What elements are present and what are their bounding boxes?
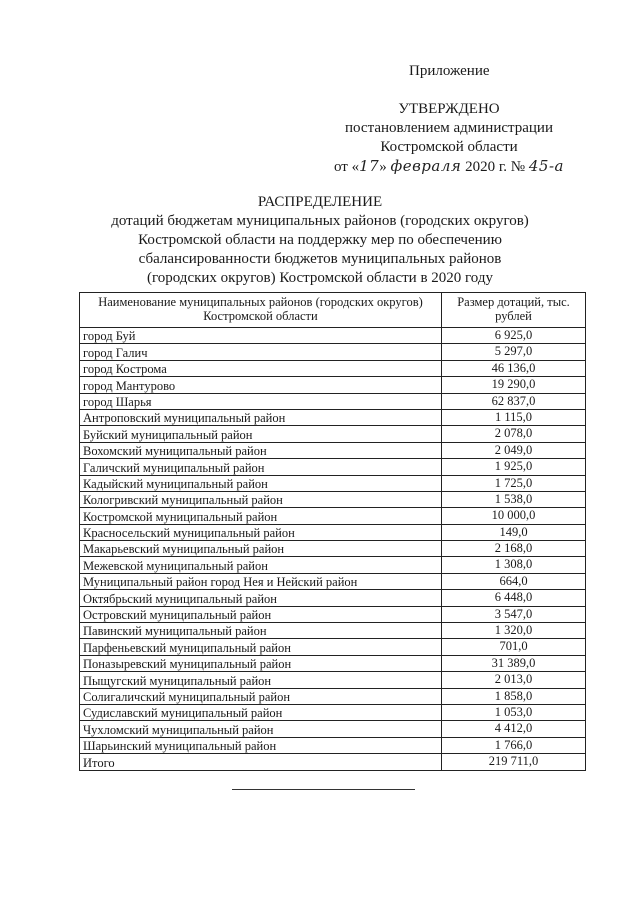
row-name: город Буй — [80, 328, 442, 344]
date-prefix: от « — [334, 159, 360, 175]
row-name: Судиславский муниципальный район — [80, 704, 442, 720]
row-value: 149,0 — [442, 524, 586, 540]
document-title: РАСПРЕДЕЛЕНИЕ — [257, 194, 383, 210]
table-row — [80, 655, 586, 671]
row-value: 1 308,0 — [442, 557, 586, 573]
footer-divider — [232, 789, 415, 790]
table-row — [80, 491, 586, 507]
row-value: 6 925,0 — [442, 328, 586, 344]
handwritten-number: 45-а — [528, 157, 564, 175]
table-row — [80, 360, 586, 376]
row-name: Павинский муниципальный район — [80, 623, 442, 639]
table-row — [80, 639, 586, 655]
total-label: Итого — [80, 754, 442, 770]
table-row — [80, 442, 586, 458]
table-row — [80, 623, 586, 639]
row-name: Парфеньевский муниципальный район — [80, 639, 442, 655]
row-name: Островский муниципальный район — [80, 606, 442, 622]
table-total-row — [80, 754, 586, 770]
row-value: 31 389,0 — [442, 655, 586, 671]
row-name: Чухломский муниципальный район — [80, 721, 442, 737]
row-name: Межевской муниципальный район — [80, 557, 442, 573]
approved-heading: УТВЕРЖДЕНО — [398, 101, 500, 117]
row-name: Красносельский муниципальный район — [80, 524, 442, 540]
row-name: город Мантурово — [80, 377, 442, 393]
total-value: 219 711,0 — [442, 754, 586, 770]
row-value: 2 013,0 — [442, 672, 586, 688]
table-row — [80, 508, 586, 524]
row-name: город Кострома — [80, 360, 442, 376]
appendix-label: Приложение — [409, 63, 490, 79]
table-row — [80, 606, 586, 622]
row-name: Кадыйский муниципальный район — [80, 475, 442, 491]
table-row — [80, 459, 586, 475]
table-row — [80, 475, 586, 491]
row-name: Макарьевский муниципальный район — [80, 541, 442, 557]
row-value: 10 000,0 — [442, 508, 586, 524]
table-row — [80, 344, 586, 360]
row-value: 6 448,0 — [442, 590, 586, 606]
row-name: Муниципальный район город Нея и Нейский район — [80, 573, 442, 589]
table-header-row — [80, 293, 586, 328]
table-row — [80, 590, 586, 606]
table-row — [80, 328, 586, 344]
handwritten-month: февраля — [390, 157, 462, 175]
table-row — [80, 573, 586, 589]
row-name: Галичский муниципальный район — [80, 459, 442, 475]
row-value: 62 837,0 — [442, 393, 586, 409]
row-name: Октябрьский муниципальный район — [80, 590, 442, 606]
approval-date-line — [318, 157, 580, 176]
row-name: Буйский муниципальный район — [80, 426, 442, 442]
distribution-table — [79, 292, 586, 771]
row-value: 2 078,0 — [442, 426, 586, 442]
row-name: Антроповский муниципальный район — [80, 409, 442, 425]
row-name: Поназыревский муниципальный район — [80, 655, 442, 671]
row-value: 1 053,0 — [442, 704, 586, 720]
row-value: 2 168,0 — [442, 541, 586, 557]
table-row — [80, 377, 586, 393]
table-row — [80, 541, 586, 557]
row-name: Солигаличский муниципальный район — [80, 688, 442, 704]
row-value: 664,0 — [442, 573, 586, 589]
row-name: город Шарья — [80, 393, 442, 409]
row-name: город Галич — [80, 344, 442, 360]
approval-line-1: постановлением администрации — [345, 120, 553, 136]
table-row — [80, 704, 586, 720]
row-value: 19 290,0 — [442, 377, 586, 393]
table-row — [80, 688, 586, 704]
title-line-1: дотаций бюджетам муниципальных районов (городских округов) — [111, 213, 529, 229]
table-row — [80, 672, 586, 688]
table-row — [80, 721, 586, 737]
row-value: 1 766,0 — [442, 737, 586, 753]
row-value: 2 049,0 — [442, 442, 586, 458]
row-value: 1 115,0 — [442, 409, 586, 425]
row-value: 1 925,0 — [442, 459, 586, 475]
title-line-3: сбалансированности бюджетов муниципальных районов — [138, 251, 502, 267]
row-name: Вохомский муниципальный район — [80, 442, 442, 458]
table-row — [80, 737, 586, 753]
table-row — [80, 524, 586, 540]
row-value: 46 136,0 — [442, 360, 586, 376]
column-header-name: Наименование муниципальных районов (городских округов) Костромской области — [80, 293, 442, 328]
table-row — [80, 393, 586, 409]
date-mid: » — [379, 159, 391, 175]
row-value: 1 320,0 — [442, 623, 586, 639]
row-name: Кологривский муниципальный район — [80, 491, 442, 507]
row-value: 1 725,0 — [442, 475, 586, 491]
table-row — [80, 409, 586, 425]
date-year-number: 2020 г. № — [461, 159, 529, 175]
title-line-2: Костромской области на поддержку мер по обеспечению — [138, 232, 502, 248]
row-name: Костромской муниципальный район — [80, 508, 442, 524]
row-value: 701,0 — [442, 639, 586, 655]
row-value: 5 297,0 — [442, 344, 586, 360]
row-value: 4 412,0 — [442, 721, 586, 737]
row-value: 3 547,0 — [442, 606, 586, 622]
handwritten-day: 17 — [359, 157, 380, 175]
title-line-4: (городских округов) Костромской области в 2020 году — [146, 270, 494, 286]
approval-line-2: Костромской области — [380, 139, 518, 155]
row-name: Шарьинский муниципальный район — [80, 737, 442, 753]
row-name: Пыщугский муниципальный район — [80, 672, 442, 688]
table-row — [80, 557, 586, 573]
row-value: 1 858,0 — [442, 688, 586, 704]
row-value: 1 538,0 — [442, 491, 586, 507]
column-header-amount: Размер дотаций, тыс. рублей — [442, 293, 586, 328]
table-row — [80, 426, 586, 442]
